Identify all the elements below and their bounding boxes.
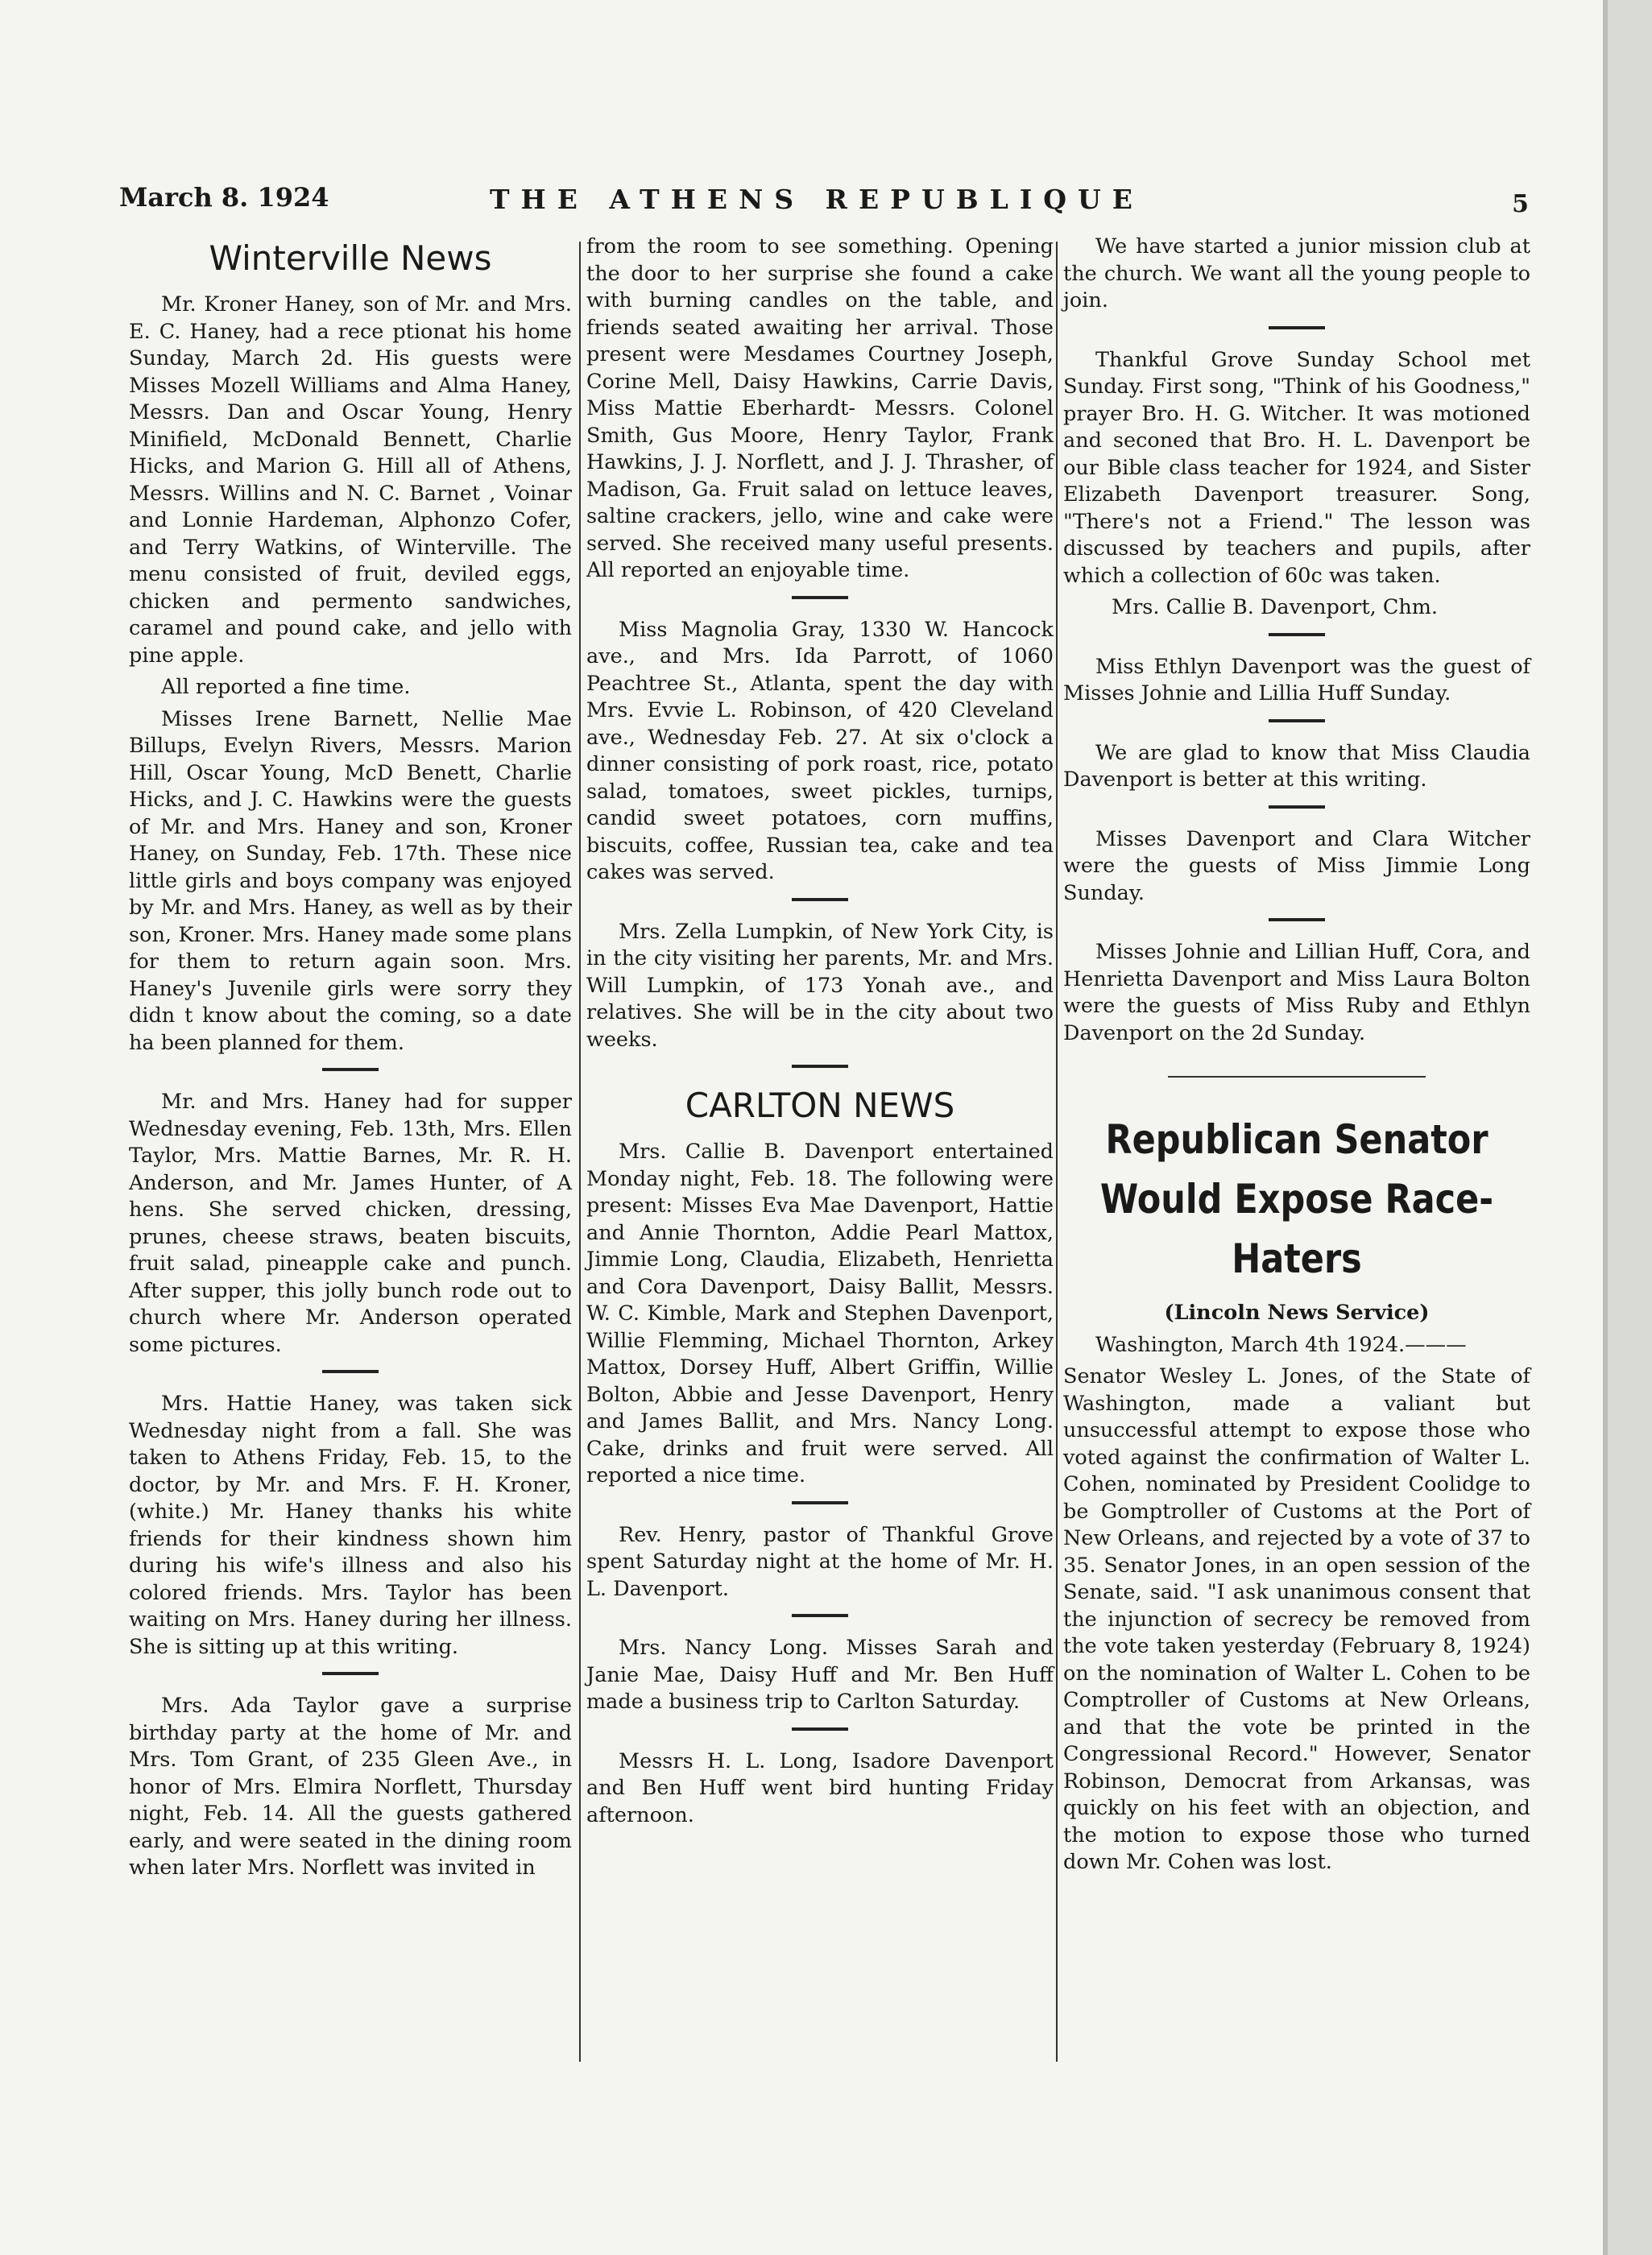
article-paragraph: from the room to see something. Opening the door to her surprise she found a cake with burning candles on the table, and friends seated awaiting her arrival. Those present were Mesdames Courtney Joseph, Corine Mell, Daisy Hawkins, Carrie Davis, Miss Mattie Eberhardt- Messrs. Colonel Smith, Gus Moore, Henry Taylor, Frank Hawkins, J. J. Norflett, and J. J. Thrasher, of Madison, Ga. Fruit salad on lettuce leaves, saltine crackers, jello, wine and cake were served. She received many useful presents. All reported an enjoyable time. <box>586 234 1054 582</box>
article-headline: Republican Senator Would Expose Race-Haters <box>1099 1116 1494 1282</box>
article-paragraph: Misses Johnie and Lillian Huff, Cora, and Henrietta Davenport and Miss Laura Bolton were the guests of Miss Ruby and Ethlyn Davenport on the 2d Sunday. <box>1063 940 1530 1045</box>
item-separator <box>792 1727 848 1731</box>
article-paragraph: Mrs. Nancy Long. Misses Sarah and Janie Mae, Daisy Huff and Mr. Ben Huff made a business trip to Carlton Saturday. <box>586 1636 1054 1714</box>
item-separator <box>1269 633 1325 636</box>
article-divider <box>1168 1076 1426 1078</box>
column-3 <box>1063 234 1530 1881</box>
section-heading-carlton: CARLTON NEWS <box>685 1086 955 1125</box>
page-number: 5 <box>1512 190 1529 218</box>
article-paragraph: We are glad to know that Miss Claudia Davenport is better at this writing. <box>1063 740 1530 792</box>
item-separator <box>322 1672 379 1675</box>
article-paragraph: We have started a junior mission club at the church. We want all the young people to join. <box>1063 234 1530 312</box>
item-separator <box>1269 326 1325 329</box>
item-separator <box>1269 918 1325 921</box>
article-paragraph: Misses Irene Barnett, Nellie Mae Billups, Evelyn Rivers, Messrs. Marion Hill, Oscar Young, McD Benett, Charlie Hicks, and J. C. Hawkins were the guests of Mr. and Mrs. Haney and son, Kroner Haney, on Sunday, Feb. 17th. These nice little girls and boys company was enjoyed by Mr. and Mrs. Haney, as well as by their son, Kroner. Mrs. Haney made some plans for them to return again soon. Mrs. Haney's Juvenile girls were sorry they didn t know about the coming, so a date ha been planned for them. <box>129 706 572 1055</box>
column-divider <box>1056 242 1058 2062</box>
article-paragraph: Rev. Henry, pastor of Thankful Grove spent Saturday night at the home of Mr. H. L. Davenport. <box>586 1522 1054 1601</box>
item-separator <box>1269 719 1325 722</box>
item-separator <box>792 1501 848 1504</box>
article-paragraph: Misses Davenport and Clara Witcher were the guests of Miss Jimmie Long Sunday. <box>1063 826 1530 905</box>
item-separator <box>792 1614 848 1617</box>
item-separator <box>792 596 848 599</box>
article-paragraph: All reported a fine time. <box>161 675 411 699</box>
article-paragraph: Mrs. Callie B. Davenport entertained Monday night, Feb. 18. The following were present: Misses Eva Mae Davenport, Hattie and Annie Thornton, Addie Pearl Mattox, Jimmie Long, Claudia, Elizabeth, Henrietta and Cora Davenport, Daisy Ballit, Messrs. W. C. Kimble, Mark and Stephen Davenport, Willie Flemming, Michael Thornton, Arkey Mattox, Dorsey Huff, Albert Griffin, Willie Bolton, Abbie and Jesse Davenport, Henry and James Ballit, and Mrs. Nancy Long. Cake, drinks and fruit were served. All reported a nice time. <box>586 1140 1054 1487</box>
item-separator <box>792 1065 848 1068</box>
article-dateline: Washington, March 4th 1924.——— <box>1095 1332 1467 1357</box>
article-paragraph: Mr. and Mrs. Haney had for supper Wednesday evening, Feb. 13th, Mrs. Ellen Taylor, Mrs. Mattie Barnes, Mr. R. H. Anderson, and Mr. James Hunter, of A hens. She served chicken, dressing, prunes, cheese straws, beaten biscuits, fruit salad, pineapple cake and punch. After supper, this jolly bunch rode out to church where Mr. Anderson operated some pictures. <box>129 1090 572 1357</box>
article-paragraph: Miss Ethlyn Davenport was the guest of Misses Johnie and Lillia Huff Sunday. <box>1063 654 1530 705</box>
item-separator <box>1269 805 1325 809</box>
article-paragraph: Mrs. Ada Taylor gave a surprise birthday party at the home of Mr. and Mrs. Tom Grant, of 235 Gleen Ave., in honor of Mrs. Elmira Norflett, Thursday night, Feb. 14. All the guests gathered early, and were seated in the dining room when later Mrs. Norflett was invited in <box>129 1694 572 1880</box>
masthead-title: THE ATHENS REPUBLIQUE <box>490 184 1144 215</box>
item-separator <box>322 1370 379 1373</box>
article-byline: (Lincoln News Service) <box>1164 1301 1430 1325</box>
column-divider <box>579 242 581 2062</box>
item-separator <box>792 898 848 901</box>
column-2 <box>586 234 1054 1834</box>
issue-date: March 8. 1924 <box>119 182 329 213</box>
article-paragraph: Miss Magnolia Gray, 1330 W. Hancock ave., and Mrs. Ida Parrott, of 1060 Peachtree St., Atlanta, spent the day with Mrs. Evvie L. Robinson, of 420 Cleveland ave., Wednesday Feb. 27. At six o'clock a dinner consisting of pork roast, rice, potato salad, tomatoes, sweet pickles, turnips, candid sweet potatoes, corn muffins, biscuits, coffee, Russian tea, cake and tea cakes was served. <box>586 617 1054 884</box>
article-paragraph: Messrs H. L. Long, Isadore Davenport and Ben Huff went bird hunting Friday afternoon. <box>586 1748 1054 1827</box>
signature-line: Mrs. Callie B. Davenport, Chm. <box>1112 595 1439 619</box>
section-heading-winterville: Winterville News <box>209 238 492 278</box>
article-paragraph: Mr. Kroner Haney, son of Mr. and Mrs. E. C. Haney, had a rece ptionat his home Sunday, March 2d. His guests were Misses Mozell Williams and Alma Haney, Messrs. Dan and Oscar Young, Henry Minifield, McDonald Bennett, Charlie Hicks, and Marion G. Hill all of Athens, Messrs. Willins and N. C. Barnet , Voinar and Lonnie Hardeman, Alphonzo Cofer, and Terry Watkins, of Winterville. The menu consisted of fruit, deviled eggs, chicken and permento sandwiches, caramel and pound cake, and jello with pine apple. <box>129 292 572 668</box>
article-paragraph: Thankful Grove Sunday School met Sunday. First song, "Think of his Goodness," prayer Bro. H. G. Witcher. It was motioned and seconed that Bro. H. L. Davenport be our Bible class teacher for 1924, and Sister Elizabeth Davenport treasurer. Song, "There's not a Friend." The lesson was discussed by teachers and pupils, after which a collection of 60c was taken. <box>1063 347 1530 588</box>
item-separator <box>322 1068 379 1071</box>
column-1 <box>129 234 572 1887</box>
article-paragraph: Mrs. Hattie Haney, was taken sick Wednesday night from a fall. She was taken to Athens Friday, Feb. 15, to the doctor, by Mr. and Mrs. F. H. Kroner, (white.) Mr. Haney thanks his white friends for their kindness shown him during his wife's illness and also his colored friends. Mrs. Taylor has been waiting on Mrs. Haney during her illness. She is sitting up at this writing. <box>129 1392 572 1659</box>
article-paragraph: Senator Wesley L. Jones, of the State of Washington, made a valiant but unsuccessful attempt to expose those who voted against the confirmation of Walter L. Cohen, nominated by President Coolidge to be Gomptroller of Customs at the Port of New Orleans, and rejected by a vote of 37 to 35. Senator Jones, in an open session of the Senate, said. "I ask unanimous consent that the injunction of secrecy be removed from the vote taken yesterday (February 8, 1924) on the nomination of Walter L. Cohen to be Comptroller of Customs at New Orleans, and that the vote be printed in the Congressional Record." However, Senator Robinson, Democrat from Arkansas, was quickly on his feet with an objection, and the motion to expose those who turned down Mr. Cohen was lost. <box>1063 1364 1530 1874</box>
page-header <box>119 182 1529 222</box>
article-paragraph: Mrs. Zella Lumpkin, of New York City, is in the city visiting her parents, Mr. and Mrs. Will Lumpkin, of 173 Yonah ave., and relatives. She will be in the city about two weeks. <box>586 919 1054 1052</box>
